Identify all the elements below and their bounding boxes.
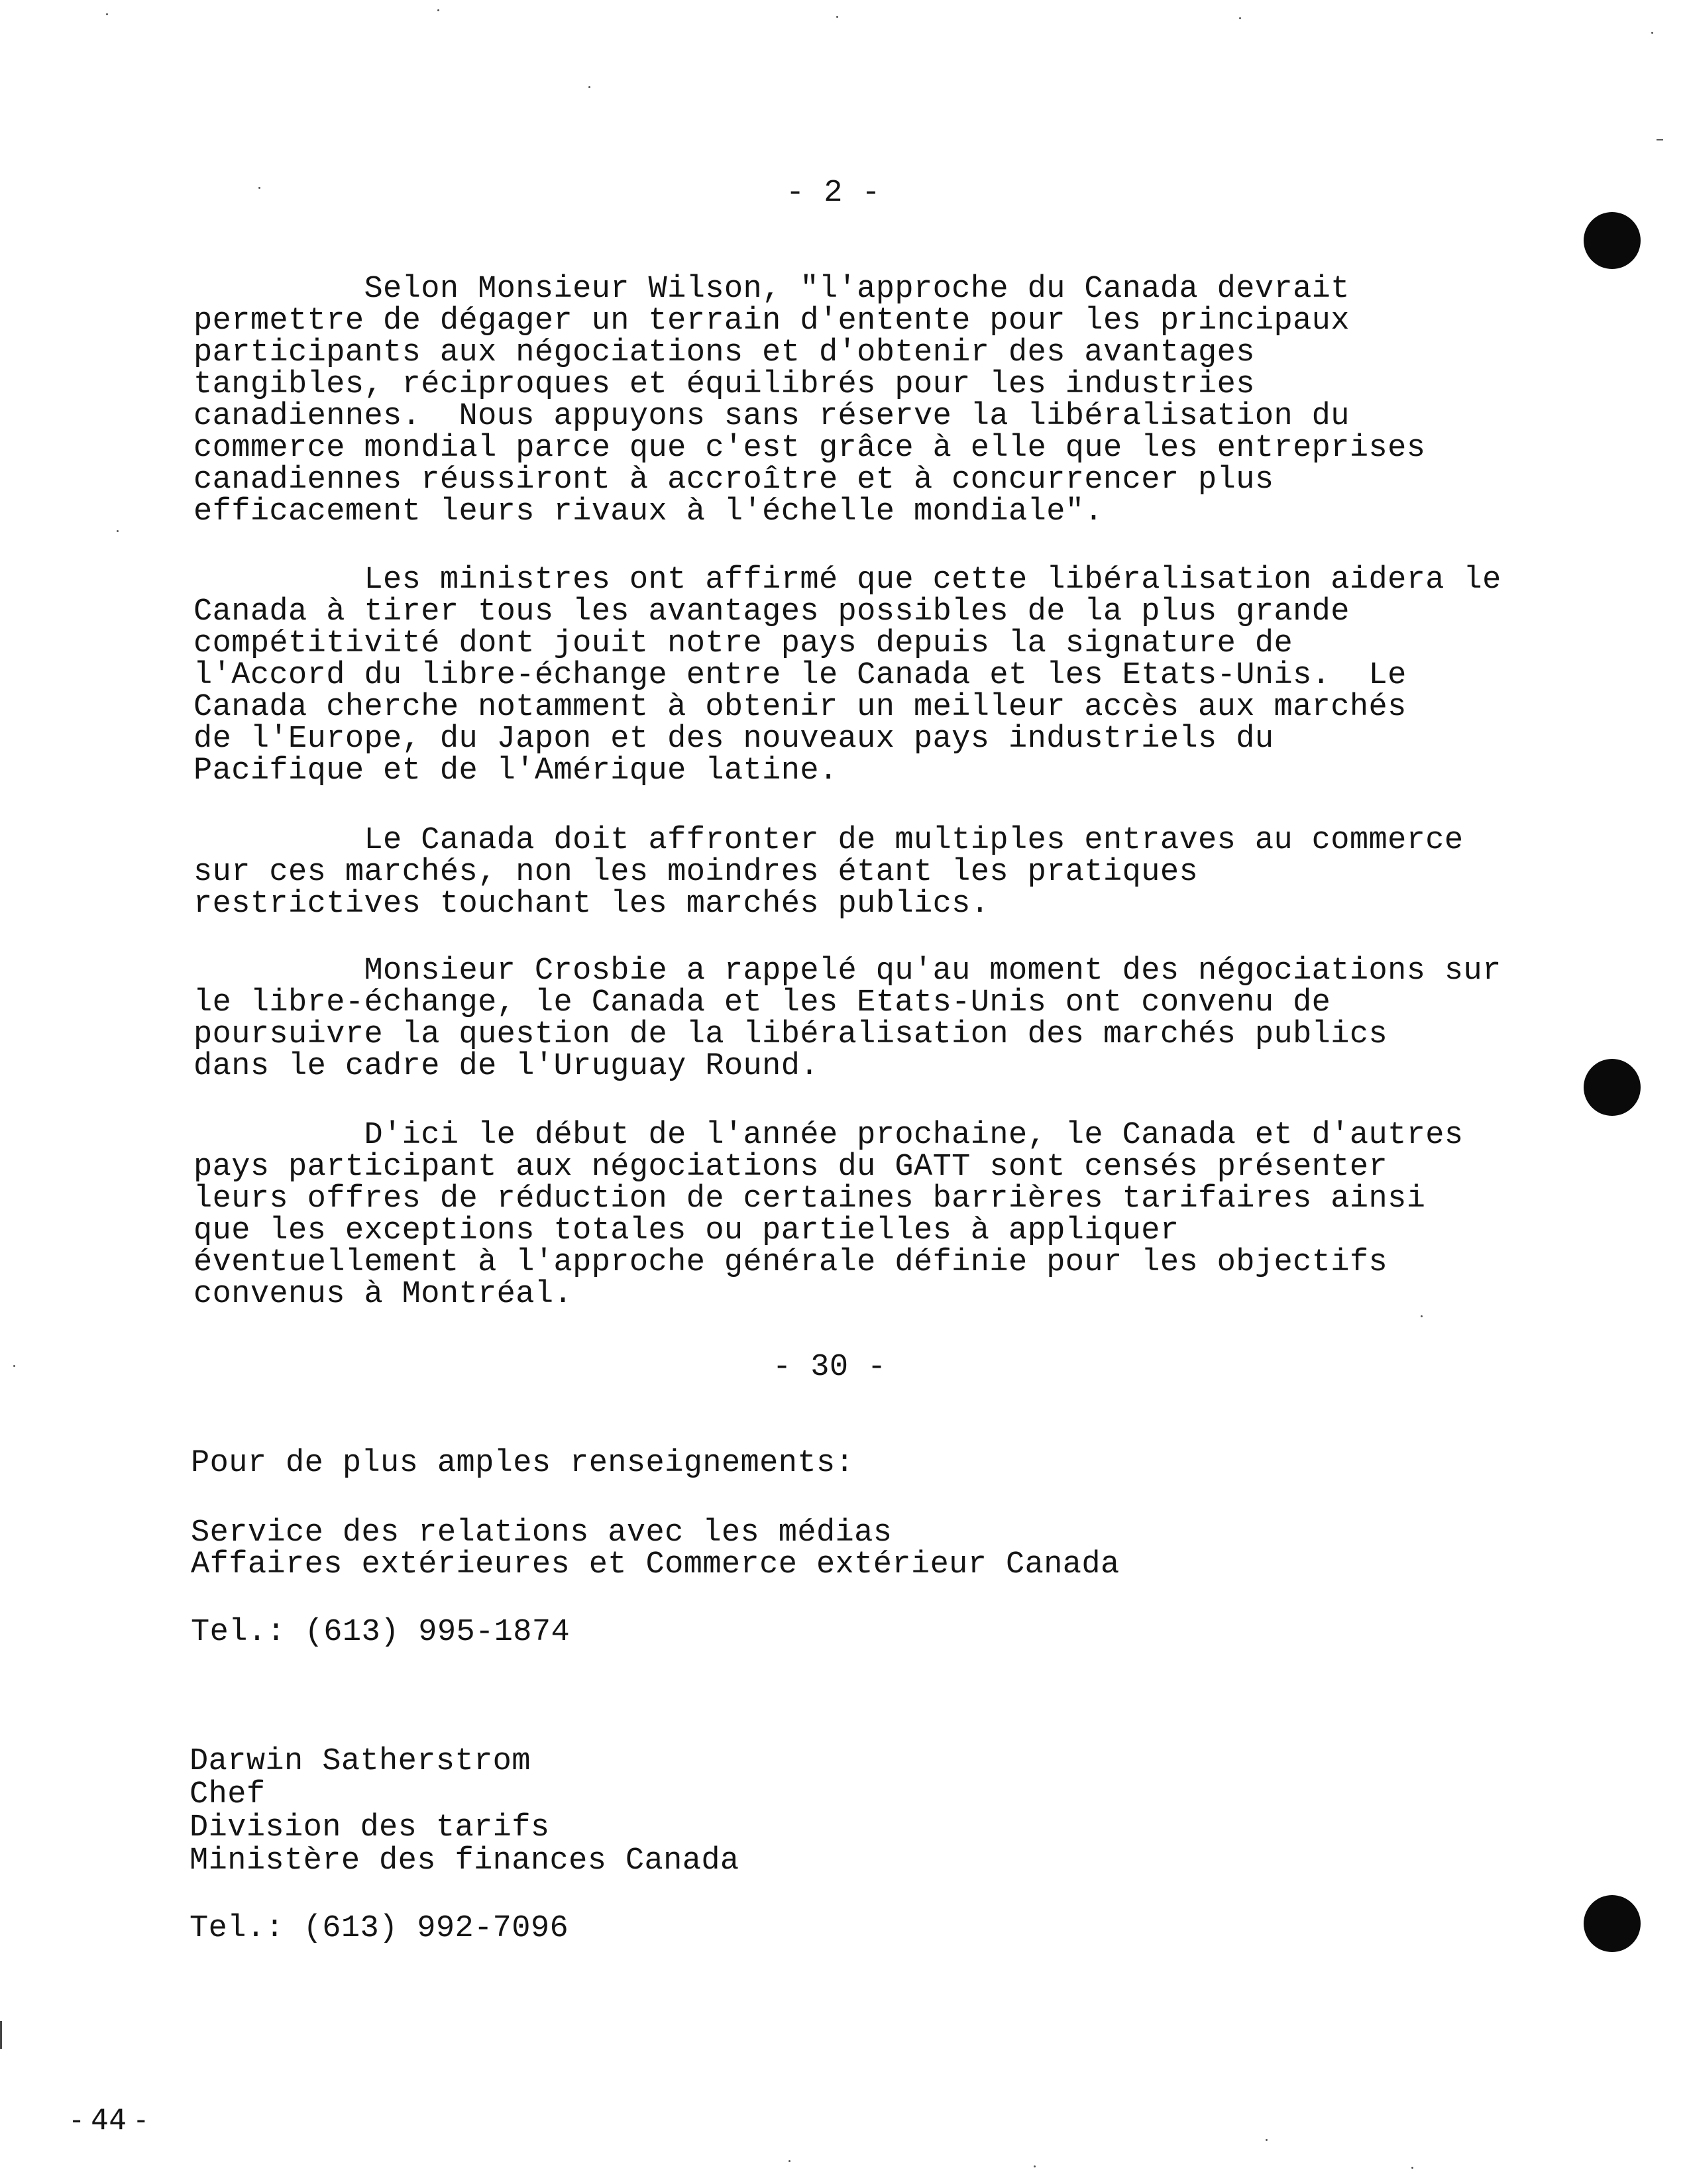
punch-hole-bottom	[1584, 1895, 1641, 1952]
contact-person-telephone: Tel.: (613) 992-7096	[190, 1911, 569, 1946]
paragraph-line: D'ici le début de l'année prochaine, le Canada et d'autres	[193, 1118, 1464, 1153]
end-marker: - 30 -	[773, 1350, 887, 1385]
paragraph-line: Selon Monsieur Wilson, "l'approche du Canada devrait	[193, 272, 1350, 307]
paragraph-line: Le Canada doit affronter de multiples entraves au commerce	[193, 823, 1464, 858]
scan-speck	[1421, 1315, 1423, 1317]
scan-speck	[1266, 2139, 1268, 2141]
paragraph-line: efficacement leurs rivaux à l'échelle mondiale".	[193, 494, 1104, 529]
paragraph-line: Monsieur Crosbie a rappelé qu'au moment des négociations sur	[193, 954, 1501, 989]
paragraph-line: de l'Europe, du Japon et des nouveaux pays industriels du	[193, 722, 1274, 757]
paragraph-line: Pacifique et de l'Amérique latine.	[193, 753, 838, 789]
paragraph-line: commerce mondial parce que c'est grâce à elle que les entreprises	[193, 431, 1426, 466]
scan-speck	[1034, 2165, 1036, 2167]
scan-speck	[1411, 2167, 1413, 2169]
paragraph-line: tangibles, réciproques et équilibrés pour les industries	[193, 367, 1255, 402]
paragraph-line: éventuellement à l'approche générale définie pour les objectifs	[193, 1245, 1388, 1280]
scan-speck	[258, 187, 260, 189]
paragraph-line: dans le cadre de l'Uruguay Round.	[193, 1049, 819, 1084]
footer-page-number: - 44 -	[72, 2103, 146, 2136]
scan-speck	[437, 9, 439, 11]
contact-person-name: Darwin Satherstrom	[190, 1744, 531, 1779]
contact-person-title: Chef	[190, 1777, 266, 1812]
paragraph-line: permettre de dégager un terrain d'entente pour les principaux	[193, 303, 1350, 339]
scan-speck	[106, 13, 108, 15]
punch-hole-top	[1584, 212, 1641, 269]
header-page-number: - 2 -	[786, 176, 881, 211]
paragraph-crosbie	[193, 954, 1501, 1084]
paragraph-line: pays participant aux négociations du GATT sont censés présenter	[193, 1150, 1388, 1185]
paragraph-line: le libre-échange, le Canada et les Etats-Unis ont convenu de	[193, 985, 1331, 1020]
scan-edge-tick	[1657, 139, 1663, 140]
contact-intro: Pour de plus amples renseignements:	[191, 1446, 855, 1481]
paragraph-ministres	[193, 563, 1501, 789]
paragraph-wilson	[193, 274, 1486, 528]
paragraph-line: canadiennes réussiront à accroître et à concurrencer plus	[193, 463, 1274, 498]
paragraph-line: Les ministres ont affirmé que cette libéralisation aidera le	[193, 563, 1501, 598]
scan-speck	[1239, 17, 1241, 19]
scan-speck	[789, 2160, 790, 2162]
punch-hole-middle	[1584, 1059, 1641, 1116]
media-telephone: Tel.: (613) 995-1874	[191, 1615, 571, 1650]
paragraph-line: leurs offres de réduction de certaines barrières tarifaires ainsi	[193, 1181, 1426, 1217]
contact-person-division: Division des tarifs	[190, 1810, 550, 1845]
paragraph-line: convenus à Montréal.	[193, 1277, 573, 1312]
scan-speck	[588, 86, 590, 88]
paragraph-line: Canada cherche notamment à obtenir un meilleur accès aux marchés	[193, 690, 1407, 725]
scan-speck	[1651, 32, 1653, 34]
contact-person-ministry: Ministère des finances Canada	[190, 1843, 739, 1879]
paragraph-entraves	[193, 825, 1486, 920]
paragraph-gatt	[193, 1120, 1486, 1311]
paragraph-line: Canada à tirer tous les avantages possibles de la plus grande	[193, 594, 1350, 629]
paragraph-line: sur ces marchés, non les moindres étant les pratiques	[193, 855, 1199, 890]
scan-speck	[13, 1365, 15, 1367]
media-service-department: Affaires extérieures et Commerce extérieur Canada	[191, 1547, 1120, 1582]
scan-speck	[836, 16, 838, 18]
paragraph-line: canadiennes. Nous appuyons sans réserve la libéralisation du	[193, 399, 1350, 434]
paragraph-line: compétitivité dont jouit notre pays depuis la signature de	[193, 626, 1293, 661]
media-service-name: Service des relations avec les médias	[191, 1515, 893, 1551]
scan-edge-mark	[0, 2021, 2, 2049]
paragraph-line: restrictives touchant les marchés publics.	[193, 887, 990, 922]
paragraph-line: participants aux négociations et d'obtenir des avantages	[193, 335, 1255, 370]
paragraph-line: que les exceptions totales ou partielles à appliquer	[193, 1213, 1179, 1248]
paragraph-line: l'Accord du libre-échange entre le Canada et les Etats-Unis. Le	[193, 658, 1407, 693]
paragraph-line: poursuivre la question de la libéralisation des marchés publics	[193, 1017, 1388, 1052]
scan-speck	[117, 530, 119, 532]
